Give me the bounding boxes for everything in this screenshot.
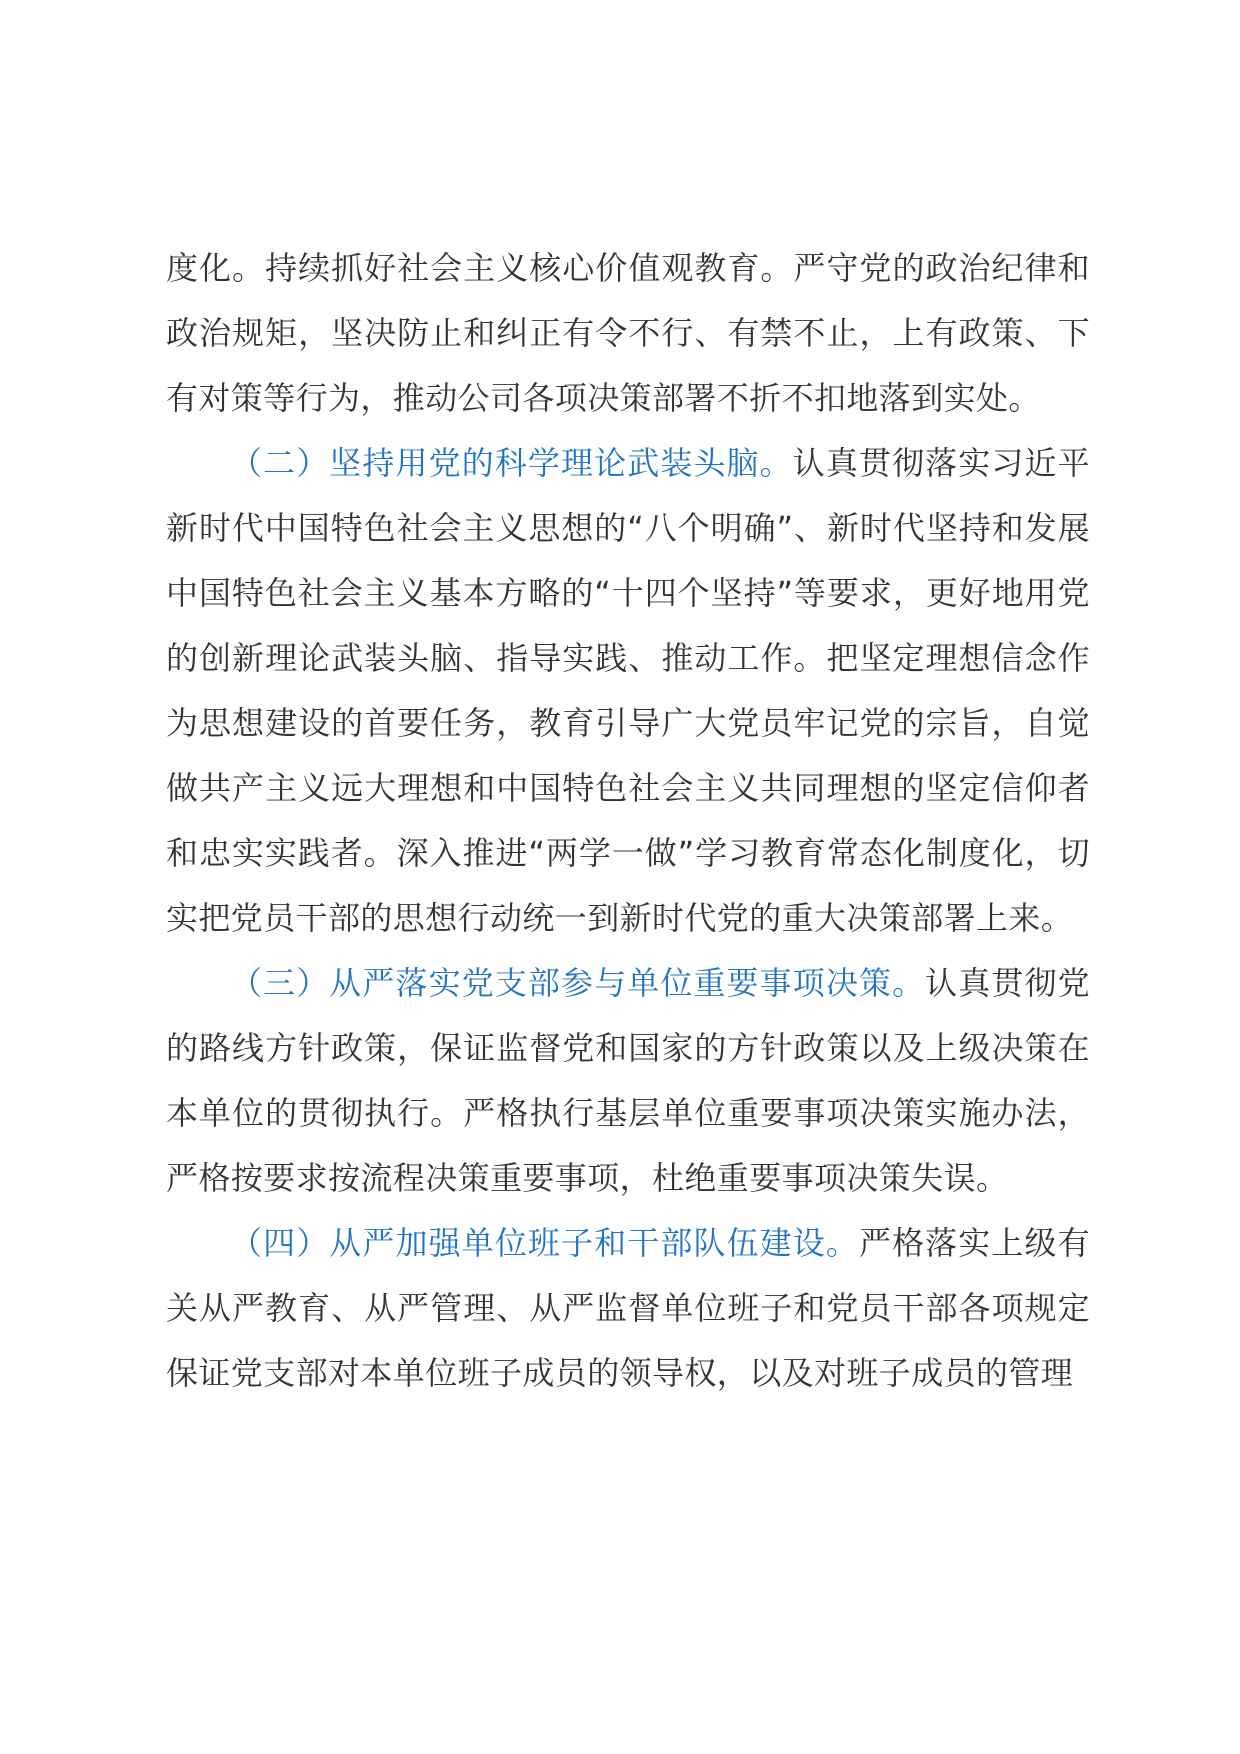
paragraph-text: 认真贯彻党的路线方针政策，保证监督党和国家的方针政策以及上级决策在本单位的贯彻执行。严格执行基层单位重要事项决策实施办法，严格按要求按流程决策重要事项，杜绝重要事项决策失误。 — [166, 964, 1090, 1197]
section-heading-2: （二）坚持用党的科学理论武装头脑。 — [230, 444, 793, 482]
paragraph-text: 认真贯彻落实习近平新时代中国特色社会主义思想的“八个明确”、新时代坚持和发展中国特色社会主义基本方略的“十四个坚持”等要求，更好地用党的创新理论武装头脑、指导实践、推动工作。把坚定理想信念作为思想建设的首要任务，教育引导广大党员牢记党的宗旨，自觉做共产主义远大理想和中国特色社会主义共同理想的坚定信仰者和忠实实践者。深入推进“两学一做”学习教育常态化制度化，切实把党员干部的思想行动统一到新时代党的重大决策部署上来。 — [166, 444, 1090, 937]
paragraph-section-4 — [166, 1211, 1090, 1406]
document-body — [166, 236, 1090, 1406]
paragraph-section-2 — [166, 431, 1090, 951]
section-heading-4: （四）从严加强单位班子和干部队伍建设。 — [230, 1224, 859, 1262]
paragraph-continuation — [166, 236, 1090, 431]
paragraph-text: 严格落实上级有关从严教育、从严管理、从严监督单位班子和党员干部各项规定保证党支部对本单位班子成员的领导权，以及对班子成员的管理 — [166, 1224, 1090, 1392]
paragraph-text: 度化。持续抓好社会主义核心价值观教育。严守党的政治纪律和政治规矩，坚决防止和纠正有令不行、有禁不止，上有政策、下有对策等行为，推动公司各项决策部署不折不扣地落到实处。 — [166, 249, 1090, 417]
section-heading-3: （三）从严落实党支部参与单位重要事项决策。 — [230, 964, 926, 1002]
paragraph-section-3 — [166, 951, 1090, 1211]
